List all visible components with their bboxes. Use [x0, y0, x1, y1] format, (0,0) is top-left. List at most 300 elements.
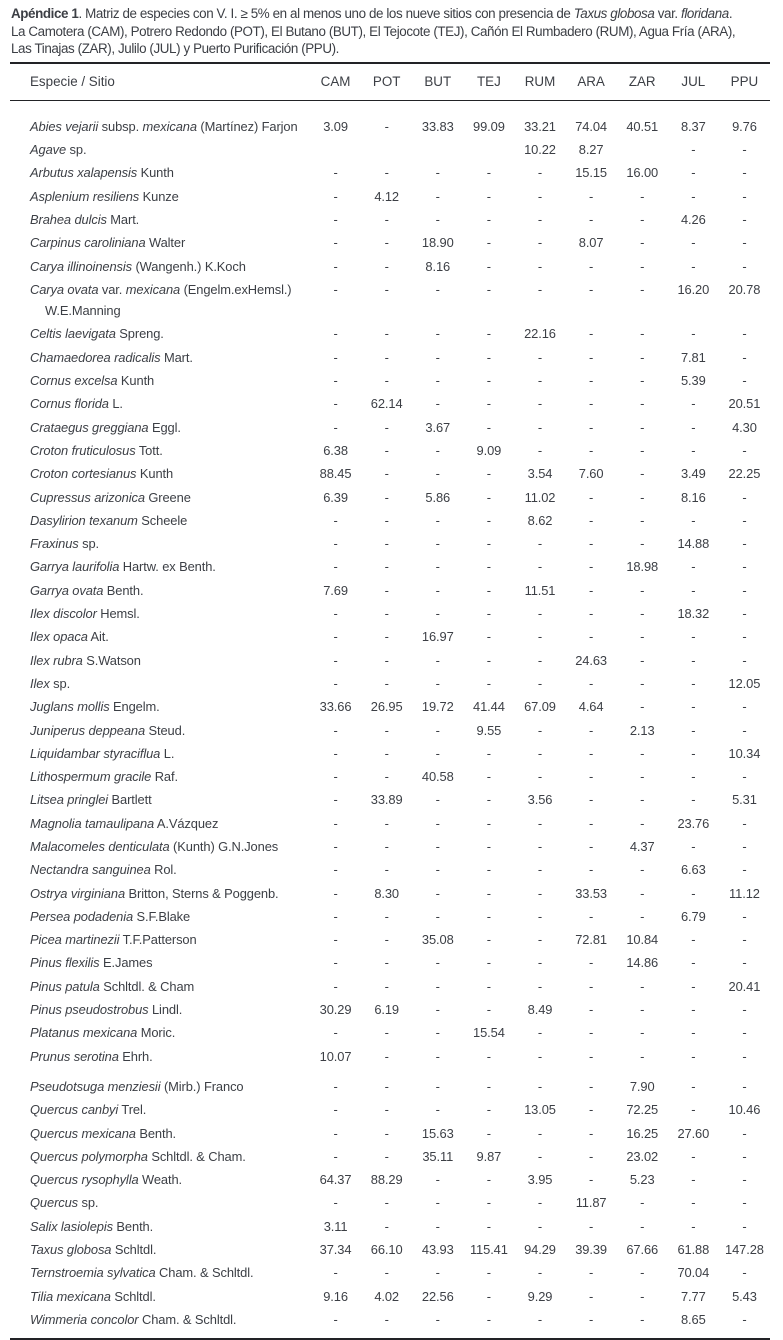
species-row: [10, 185, 770, 208]
vi-value-cell: -: [742, 1218, 747, 1234]
vi-value-cell: -: [486, 373, 491, 389]
species-name-italic: Juniperus deppeana: [30, 722, 146, 738]
vi-value-cell: -: [486, 792, 491, 808]
vi-value-cell: -: [640, 281, 645, 297]
vi-value-cell: 10.07: [319, 1048, 352, 1064]
text-segment: Benth.: [112, 1218, 154, 1234]
species-name-italic: Prunus serotina: [30, 1048, 119, 1064]
species-name-italic: Croton cortesianus: [30, 466, 137, 482]
vi-value-cell: 7.81: [680, 349, 706, 365]
vi-value-cell: 72.25: [626, 1102, 659, 1118]
text-segment: Kunze: [139, 188, 179, 204]
vi-value-cell: 14.88: [677, 536, 710, 552]
species-name-cell: [10, 416, 310, 439]
text-segment: Trel.: [118, 1102, 147, 1118]
vi-value-cell: -: [333, 978, 338, 994]
vi-value-cell: 7.77: [680, 1288, 706, 1304]
vi-value-cell: -: [333, 838, 338, 854]
vi-value-cell: 6.39: [323, 489, 348, 505]
vi-value-cell: -: [640, 745, 645, 761]
vi-value-cell: 9.87: [476, 1148, 502, 1164]
text-segment: sp.: [49, 675, 71, 691]
text-segment: Las Tinajas (ZAR), Julilo (JUL) y Puerto Purificación (PPU).: [11, 41, 339, 57]
vi-value-cell: -: [537, 1148, 543, 1164]
species-name-cell: [10, 998, 310, 1021]
species-row: [10, 742, 770, 765]
vi-value-cell: 22.56: [421, 1288, 454, 1304]
vi-value-cell: -: [589, 606, 594, 622]
vi-value-cell: -: [537, 211, 543, 227]
vi-value-cell: -: [537, 675, 543, 691]
species-row: [10, 462, 770, 485]
vi-value-cell: -: [384, 1195, 389, 1211]
text-segment: Britton, Sterns & Poggenb.: [125, 885, 279, 901]
species-row: [10, 100, 770, 138]
vi-value-cell: -: [333, 373, 338, 389]
species-row: [10, 1261, 770, 1284]
vi-value-cell: -: [333, 815, 338, 831]
species-name-cell: [10, 719, 310, 742]
vi-value-cell: -: [589, 582, 594, 598]
vi-value-cell: -: [742, 699, 747, 715]
vi-value-cell: -: [486, 652, 491, 668]
species-name-cell: [10, 322, 310, 345]
vi-value-cell: -: [537, 652, 543, 668]
vi-value-cell: -: [435, 1265, 440, 1281]
vi-value-cell: -: [691, 326, 696, 342]
vi-value-cell: -: [435, 349, 440, 365]
vi-value-cell: 33.89: [370, 792, 403, 808]
species-row: [10, 1068, 770, 1098]
species-row: [10, 672, 770, 695]
vi-value-cell: -: [333, 885, 338, 901]
species-name-italic: Picea martinezii: [30, 932, 120, 948]
vi-value-cell: -: [333, 652, 338, 668]
vi-value-cell: -: [435, 373, 440, 389]
vi-value-cell: -: [589, 1311, 594, 1327]
vi-value-cell: -: [742, 955, 747, 971]
vi-value-cell: -: [333, 745, 338, 761]
vi-value-cell: -: [333, 281, 338, 297]
vi-value-cell: -: [486, 838, 491, 854]
text-segment: Benth.: [135, 1125, 177, 1141]
species-row: [10, 416, 770, 439]
vi-value-cell: 20.51: [728, 396, 761, 412]
vi-value-cell: -: [333, 165, 338, 181]
vi-value-cell: -: [384, 582, 389, 598]
species-name-italic: Cornus florida: [30, 396, 109, 412]
text-segment: Mart.: [160, 349, 193, 365]
column-header-site-but: BUT: [412, 63, 463, 101]
vi-value-cell: -: [691, 1002, 696, 1018]
vi-value-cell: -: [486, 559, 491, 575]
species-name-cell: [10, 138, 310, 161]
vi-value-cell: 10.84: [626, 932, 659, 948]
vi-value-cell: 9.09: [476, 442, 502, 458]
vi-value-cell: -: [742, 559, 747, 575]
vi-value-cell: -: [640, 606, 645, 622]
species-name-cell: [10, 672, 310, 695]
text-segment: Greene: [144, 489, 191, 505]
vi-value-cell: -: [435, 281, 440, 297]
species-name-italic: Brahea dulcis: [30, 211, 107, 227]
vi-value-cell: 39.39: [575, 1242, 607, 1258]
vi-value-cell: -: [691, 1048, 696, 1064]
vi-value-cell: -: [435, 165, 440, 181]
text-segment: Cham. & Schltdl.: [155, 1265, 254, 1281]
species-name-cell: [10, 579, 310, 602]
text-segment: L.: [160, 745, 175, 761]
species-name-cell: [10, 100, 310, 138]
vi-value-cell: 3.56: [527, 792, 553, 808]
vi-value-cell: 9.29: [527, 1288, 553, 1304]
vi-value-cell: -: [691, 932, 696, 948]
vi-value-cell: -: [333, 769, 338, 785]
vi-value-cell: -: [486, 165, 491, 181]
vi-value-cell: -: [435, 745, 440, 761]
vi-value-cell: -: [537, 165, 543, 181]
vi-value-cell: 14.86: [626, 955, 659, 971]
species-name-cell: [10, 439, 310, 462]
column-header-site-tej: TEJ: [463, 63, 514, 101]
vi-value-cell: 15.63: [421, 1125, 454, 1141]
vi-value-cell: -: [640, 373, 645, 389]
vi-value-cell: -: [435, 466, 440, 482]
text-segment: (Mirb.) Franco: [160, 1078, 244, 1094]
vi-value-cell: -: [640, 188, 645, 204]
vi-value-cell: -: [333, 908, 338, 924]
vi-value-cell: -: [384, 258, 389, 274]
vi-value-cell: -: [486, 235, 491, 251]
vi-value-cell: -: [742, 1048, 747, 1064]
vi-value-cell: -: [589, 1048, 594, 1064]
text-segment: La Camotera (CAM), Potrero Redondo (POT), El Butano (BUT), El Tejocote (TEJ), Cañón El Rumbadero (RUM), Agua Fría (ARA),: [11, 23, 736, 39]
vi-value-cell: 8.49: [527, 1002, 553, 1018]
vi-value-cell: -: [384, 862, 389, 878]
vi-value-cell: [412, 138, 463, 161]
column-header-site-ppu: PPU: [719, 63, 770, 101]
vi-value-cell: -: [486, 862, 491, 878]
table-body: [10, 100, 770, 1339]
vi-value-cell: -: [384, 838, 389, 854]
vi-value-cell: -: [691, 1218, 696, 1234]
vi-value-cell: -: [537, 419, 543, 435]
species-row: [10, 1021, 770, 1044]
vi-value-cell: -: [486, 419, 491, 435]
vi-value-cell: -: [486, 512, 491, 528]
species-row: [10, 278, 770, 323]
text-segment: var.: [654, 6, 682, 21]
vi-value-cell: 8.37: [680, 118, 706, 134]
vi-value-cell: -: [742, 536, 747, 552]
vi-value-cell: 18.90: [421, 235, 454, 251]
vi-value-cell: -: [537, 885, 543, 901]
vi-value-cell: -: [691, 1102, 696, 1118]
vi-value-cell: -: [333, 1125, 338, 1141]
vi-value-cell: -: [742, 582, 747, 598]
vi-value-cell: -: [384, 1078, 389, 1094]
vi-value-cell: -: [384, 235, 389, 251]
species-row: [10, 1191, 770, 1214]
vi-value-cell: 88.45: [319, 466, 352, 482]
vi-value-cell: -: [742, 838, 747, 854]
vi-value-cell: -: [589, 815, 594, 831]
vi-value-cell: 12.05: [728, 675, 761, 691]
vi-value-cell: -: [435, 675, 440, 691]
vi-value-cell: -: [589, 769, 594, 785]
vi-value-cell: 4.12: [374, 188, 400, 204]
vi-value-cell: -: [333, 258, 338, 274]
species-name-italic: Ilex opaca: [30, 629, 88, 645]
vi-value-cell: -: [333, 536, 338, 552]
vi-value-cell: 4.30: [732, 419, 757, 435]
text-segment: (Engelm.exHemsl.): [180, 281, 292, 297]
vi-value-cell: -: [384, 118, 389, 134]
text-segment: Schltdl.: [111, 1242, 157, 1258]
vi-value-cell: -: [640, 536, 645, 552]
species-name-italic: Garrya laurifolia: [30, 559, 120, 575]
vi-value-cell: -: [486, 955, 491, 971]
vi-value-cell: -: [333, 512, 338, 528]
text-segment: E.James: [99, 955, 153, 971]
species-row: [10, 369, 770, 392]
vi-value-cell: -: [691, 838, 696, 854]
vi-value-cell: -: [384, 373, 389, 389]
text-segment: T.F.Patterson: [119, 932, 197, 948]
text-segment: Lindl.: [148, 1002, 183, 1018]
vi-value-cell: -: [589, 442, 594, 458]
vi-value-cell: -: [435, 1311, 440, 1327]
vi-value-cell: -: [640, 908, 645, 924]
text-segment: Hemsl.: [96, 606, 140, 622]
species-name-italic: Tilia mexicana: [30, 1288, 111, 1304]
vi-value-cell: -: [691, 442, 696, 458]
table-caption: [11, 5, 770, 58]
vi-value-cell: -: [384, 675, 389, 691]
species-name-cell: [10, 649, 310, 672]
vi-value-cell: -: [333, 419, 338, 435]
vi-value-cell: -: [742, 1078, 747, 1094]
species-row: [10, 625, 770, 648]
vi-value-cell: 20.41: [728, 978, 761, 994]
species-name-cell: [10, 1098, 310, 1121]
vi-value-cell: 15.54: [473, 1025, 505, 1041]
vi-value-cell: -: [333, 932, 338, 948]
species-name-italic: mexicana: [142, 118, 197, 134]
vi-value-cell: 11.51: [524, 582, 556, 598]
vi-value-cell: -: [640, 512, 645, 528]
vi-value-cell: -: [742, 442, 747, 458]
species-name-italic: Crataegus greggiana: [30, 419, 149, 435]
species-row: [10, 231, 770, 254]
vi-value-cell: -: [589, 675, 594, 691]
species-row: [10, 509, 770, 532]
vi-value-cell: -: [333, 1265, 338, 1281]
text-segment: .: [728, 6, 733, 21]
vi-value-cell: -: [435, 559, 440, 575]
vi-value-cell: -: [640, 258, 645, 274]
vi-value-cell: -: [486, 281, 491, 297]
vi-value-cell: -: [691, 745, 696, 761]
vi-value-cell: 33.83: [421, 118, 454, 134]
vi-value-cell: -: [333, 606, 338, 622]
vi-value-cell: 10.46: [728, 1102, 761, 1118]
vi-value-cell: -: [691, 1195, 696, 1211]
vi-value-cell: -: [640, 419, 645, 435]
vi-value-cell: -: [742, 1125, 747, 1141]
vi-value-cell: -: [742, 1025, 747, 1041]
species-name-italic: Ilex: [30, 675, 50, 691]
column-header-site-zar: ZAR: [617, 63, 668, 101]
vi-value-cell: -: [742, 629, 747, 645]
vi-value-cell: -: [537, 1048, 543, 1064]
vi-value-cell: 6.19: [374, 1002, 400, 1018]
vi-value-cell: -: [537, 559, 543, 575]
vi-value-cell: 11.87: [575, 1195, 607, 1211]
species-name-italic: Carya ovata: [30, 281, 99, 297]
species-name-cell: [10, 278, 310, 323]
vi-value-cell: -: [537, 536, 543, 552]
vi-value-cell: 3.11: [323, 1218, 348, 1234]
vi-value-cell: -: [486, 536, 491, 552]
vi-value-cell: -: [384, 489, 389, 505]
vi-value-cell: -: [486, 629, 491, 645]
column-header-site-cam: CAM: [310, 63, 361, 101]
vi-value-cell: 7.90: [629, 1078, 655, 1094]
vi-value-cell: -: [691, 699, 696, 715]
vi-value-cell: -: [742, 1265, 747, 1281]
text-segment: Kunth: [117, 373, 155, 389]
vi-value-cell: -: [640, 396, 645, 412]
species-row: [10, 951, 770, 974]
vi-value-cell: -: [691, 1172, 696, 1188]
vi-value-cell: -: [691, 652, 696, 668]
vi-value-cell: -: [537, 629, 543, 645]
vi-value-cell: 4.02: [374, 1288, 400, 1304]
text-segment: Benth.: [103, 582, 144, 598]
vi-value-cell: -: [486, 1125, 491, 1141]
vi-value-cell: -: [640, 652, 645, 668]
vi-value-cell: -: [486, 885, 491, 901]
text-segment: Steud.: [145, 722, 186, 738]
vi-value-cell: -: [537, 258, 543, 274]
vi-value-cell: 8.65: [680, 1311, 706, 1327]
species-name-italic: Nectandra sanguinea: [30, 862, 151, 878]
vi-value-cell: -: [537, 862, 543, 878]
vi-value-cell: -: [691, 885, 696, 901]
vi-value-cell: -: [486, 1078, 491, 1094]
species-row: [10, 695, 770, 718]
vi-value-cell: -: [333, 862, 338, 878]
text-segment: (Kunth) G.N.Jones: [169, 838, 279, 854]
vi-value-cell: 40.51: [626, 118, 659, 134]
vi-value-cell: -: [589, 1288, 594, 1304]
species-row: [10, 392, 770, 415]
vi-value-cell: 35.11: [422, 1148, 454, 1164]
species-name-cell: [10, 462, 310, 485]
species-name-cell: [10, 928, 310, 951]
vi-value-cell: -: [384, 211, 389, 227]
species-name-italic: Platanus mexicana: [30, 1025, 138, 1041]
vi-value-cell: -: [640, 442, 645, 458]
species-name-italic: Carya illinoinensis: [30, 258, 132, 274]
species-row: [10, 928, 770, 951]
vi-value-cell: -: [486, 908, 491, 924]
vi-value-cell: -: [589, 489, 594, 505]
species-row: [10, 1308, 770, 1339]
text-segment: Schltdl. & Cham: [99, 978, 195, 994]
vi-value-cell: -: [435, 978, 440, 994]
vi-value-cell: 70.04: [677, 1265, 710, 1281]
vi-value-cell: [361, 138, 412, 161]
vi-value-cell: -: [537, 932, 543, 948]
vi-value-cell: -: [384, 442, 389, 458]
vi-value-cell: -: [537, 815, 543, 831]
vi-value-cell: -: [537, 188, 543, 204]
text-segment: A.Vázquez: [154, 815, 219, 831]
species-row: [10, 1215, 770, 1238]
vi-value-cell: 61.88: [677, 1242, 710, 1258]
species-name-cell: [10, 882, 310, 905]
vi-value-cell: -: [384, 1218, 389, 1234]
species-row: [10, 649, 770, 672]
vi-value-cell: -: [435, 211, 440, 227]
vi-value-cell: -: [691, 235, 696, 251]
species-name-cell: [10, 509, 310, 532]
vi-value-cell: -: [333, 1102, 338, 1118]
vi-value-cell: -: [537, 442, 543, 458]
vi-value-cell: -: [486, 1002, 491, 1018]
species-name-cell: [10, 602, 310, 625]
species-name-cell: [10, 835, 310, 858]
vi-value-cell: -: [384, 652, 389, 668]
species-row: [10, 255, 770, 278]
vi-value-cell: -: [589, 1265, 594, 1281]
vi-value-cell: -: [742, 349, 747, 365]
vi-value-cell: -: [384, 1102, 389, 1118]
vi-value-cell: -: [589, 536, 594, 552]
species-name-cell: [10, 392, 310, 415]
vi-value-cell: 20.78: [728, 281, 761, 297]
species-row: [10, 1145, 770, 1168]
vi-value-cell: -: [486, 258, 491, 274]
vi-value-cell: -: [742, 815, 747, 831]
species-name-italic: Ostrya virginiana: [30, 885, 126, 901]
text-segment: (Martínez) Farjon: [196, 118, 298, 134]
vi-value-cell: -: [384, 1125, 389, 1141]
species-name-cell: [10, 1168, 310, 1191]
vi-value-cell: -: [742, 235, 747, 251]
species-name-cell: [10, 255, 310, 278]
vi-value-cell: -: [640, 885, 645, 901]
text-segment: sp.: [78, 1195, 99, 1211]
vi-value-cell: -: [384, 281, 389, 297]
vi-value-cell: -: [640, 1025, 645, 1041]
vi-value-cell: -: [537, 838, 543, 854]
species-name-italic: floridana: [681, 6, 729, 21]
vi-value-cell: 6.79: [680, 908, 706, 924]
vi-value-cell: -: [435, 1025, 440, 1041]
species-name-italic: Cupressus arizonica: [30, 489, 145, 505]
text-segment: Cham. & Schltdl.: [138, 1311, 237, 1327]
vi-value-cell: -: [691, 769, 696, 785]
vi-value-cell: 94.29: [524, 1242, 556, 1258]
vi-value-cell: -: [742, 908, 747, 924]
vi-value-cell: -: [537, 281, 543, 297]
vi-value-cell: -: [486, 326, 491, 342]
species-name-cell: [10, 161, 310, 184]
text-segment: subsp.: [98, 118, 143, 134]
